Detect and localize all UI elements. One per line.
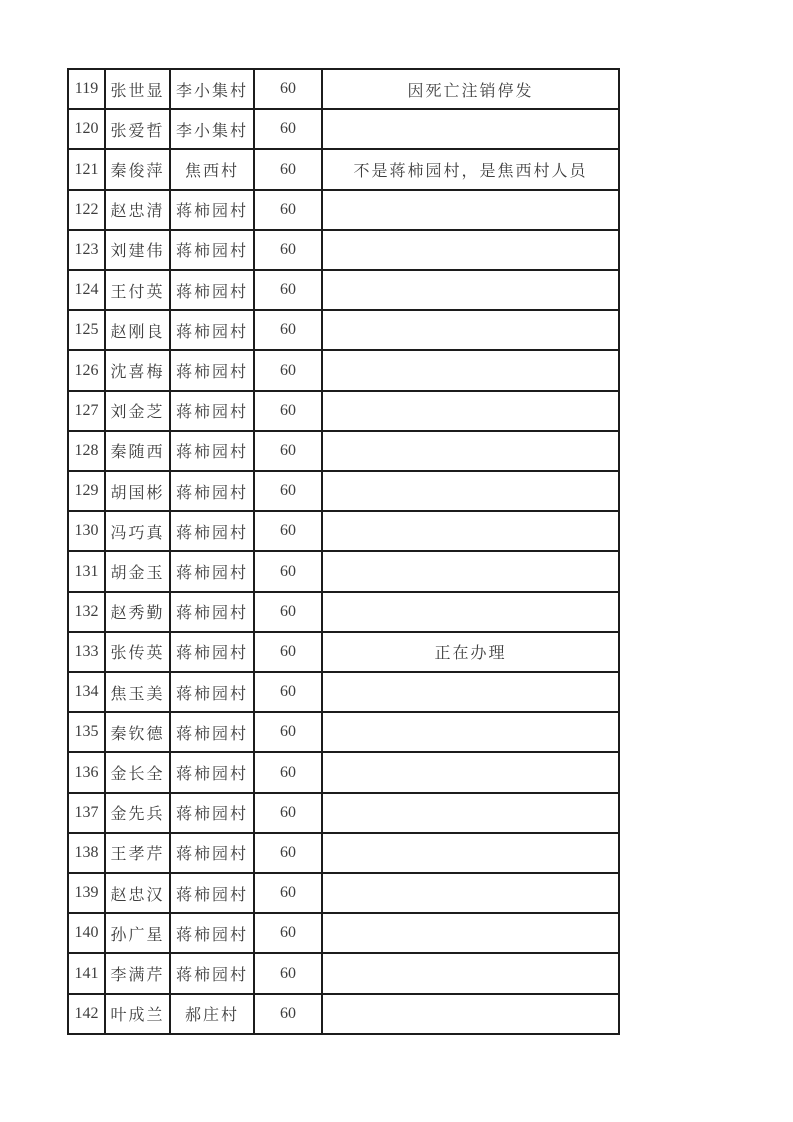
remark-cell (322, 270, 619, 310)
row-number-cell: 123 (68, 230, 105, 270)
remark-cell (322, 431, 619, 471)
name-cell: 王孝芹 (105, 833, 170, 873)
table-row (68, 270, 619, 310)
row-number-cell: 130 (68, 511, 105, 551)
name-cell: 赵忠汉 (105, 873, 170, 913)
remark-cell (322, 391, 619, 431)
name-cell: 金先兵 (105, 793, 170, 833)
name-cell: 胡国彬 (105, 471, 170, 511)
amount-cell: 60 (254, 109, 322, 149)
name-cell: 孙广星 (105, 913, 170, 953)
remark-cell (322, 672, 619, 712)
remark-cell (322, 230, 619, 270)
row-number-cell: 138 (68, 833, 105, 873)
village-cell: 蒋柿园村 (170, 712, 254, 752)
table-row (68, 551, 619, 591)
table-row (68, 632, 619, 672)
table-row (68, 149, 619, 189)
remark-cell: 正在办理 (322, 632, 619, 672)
table-row (68, 712, 619, 752)
row-number-cell: 124 (68, 270, 105, 310)
remark-cell (322, 793, 619, 833)
table-row (68, 511, 619, 551)
row-number-cell: 142 (68, 994, 105, 1034)
remark-cell (322, 551, 619, 591)
row-number-cell: 134 (68, 672, 105, 712)
row-number-cell: 121 (68, 149, 105, 189)
remark-cell: 不是蒋柿园村，是焦西村人员 (322, 149, 619, 189)
amount-cell: 60 (254, 511, 322, 551)
name-cell: 赵忠清 (105, 190, 170, 230)
name-cell: 刘金芝 (105, 391, 170, 431)
remark-cell (322, 190, 619, 230)
remark-cell (322, 994, 619, 1034)
amount-cell: 60 (254, 833, 322, 873)
name-cell: 秦随西 (105, 431, 170, 471)
name-cell: 张传英 (105, 632, 170, 672)
village-cell: 蒋柿园村 (170, 551, 254, 591)
amount-cell: 60 (254, 752, 322, 792)
row-number-cell: 125 (68, 310, 105, 350)
amount-cell: 60 (254, 953, 322, 993)
village-cell: 蒋柿园村 (170, 230, 254, 270)
village-cell: 蒋柿园村 (170, 793, 254, 833)
row-number-cell: 119 (68, 69, 105, 109)
row-number-cell: 135 (68, 712, 105, 752)
table-row (68, 994, 619, 1034)
amount-cell: 60 (254, 551, 322, 591)
village-cell: 蒋柿园村 (170, 350, 254, 390)
remark-cell (322, 953, 619, 993)
name-cell: 李满芹 (105, 953, 170, 993)
amount-cell: 60 (254, 310, 322, 350)
row-number-cell: 137 (68, 793, 105, 833)
row-number-cell: 140 (68, 913, 105, 953)
row-number-cell: 127 (68, 391, 105, 431)
village-cell: 郝庄村 (170, 994, 254, 1034)
name-cell: 秦钦德 (105, 712, 170, 752)
table-row (68, 752, 619, 792)
village-cell: 李小集村 (170, 69, 254, 109)
remark-cell (322, 471, 619, 511)
amount-cell: 60 (254, 471, 322, 511)
name-cell: 秦俊萍 (105, 149, 170, 189)
village-cell: 蒋柿园村 (170, 511, 254, 551)
row-number-cell: 122 (68, 190, 105, 230)
name-cell: 沈喜梅 (105, 350, 170, 390)
table-row (68, 913, 619, 953)
amount-cell: 60 (254, 69, 322, 109)
row-number-cell: 132 (68, 592, 105, 632)
name-cell: 王付英 (105, 270, 170, 310)
village-cell: 蒋柿园村 (170, 833, 254, 873)
village-cell: 蒋柿园村 (170, 632, 254, 672)
table-row (68, 873, 619, 913)
amount-cell: 60 (254, 712, 322, 752)
amount-cell: 60 (254, 632, 322, 672)
name-cell: 张世显 (105, 69, 170, 109)
village-cell: 蒋柿园村 (170, 752, 254, 792)
amount-cell: 60 (254, 391, 322, 431)
remark-cell (322, 752, 619, 792)
table-row (68, 793, 619, 833)
row-number-cell: 120 (68, 109, 105, 149)
table-row (68, 471, 619, 511)
amount-cell: 60 (254, 149, 322, 189)
remark-cell (322, 712, 619, 752)
amount-cell: 60 (254, 230, 322, 270)
amount-cell: 60 (254, 431, 322, 471)
remark-cell: 因死亡注销停发 (322, 69, 619, 109)
table-row (68, 69, 619, 109)
name-cell: 赵秀勤 (105, 592, 170, 632)
name-cell: 冯巧真 (105, 511, 170, 551)
name-cell: 胡金玉 (105, 551, 170, 591)
remark-cell (322, 833, 619, 873)
row-number-cell: 128 (68, 431, 105, 471)
amount-cell: 60 (254, 350, 322, 390)
amount-cell: 60 (254, 190, 322, 230)
village-cell: 蒋柿园村 (170, 431, 254, 471)
row-number-cell: 139 (68, 873, 105, 913)
remark-cell (322, 873, 619, 913)
table-row (68, 310, 619, 350)
table-row (68, 109, 619, 149)
amount-cell: 60 (254, 672, 322, 712)
row-number-cell: 131 (68, 551, 105, 591)
village-cell: 焦西村 (170, 149, 254, 189)
amount-cell: 60 (254, 873, 322, 913)
name-cell: 金长全 (105, 752, 170, 792)
village-cell: 蒋柿园村 (170, 873, 254, 913)
table-row (68, 953, 619, 993)
name-cell: 刘建伟 (105, 230, 170, 270)
village-cell: 蒋柿园村 (170, 672, 254, 712)
row-number-cell: 136 (68, 752, 105, 792)
table-row (68, 592, 619, 632)
table-row (68, 672, 619, 712)
table-row (68, 833, 619, 873)
name-cell: 焦玉美 (105, 672, 170, 712)
remark-cell (322, 913, 619, 953)
village-cell: 蒋柿园村 (170, 592, 254, 632)
table-row (68, 350, 619, 390)
row-number-cell: 141 (68, 953, 105, 993)
village-cell: 蒋柿园村 (170, 270, 254, 310)
remark-cell (322, 310, 619, 350)
table-row (68, 391, 619, 431)
row-number-cell: 133 (68, 632, 105, 672)
table-row (68, 190, 619, 230)
village-cell: 蒋柿园村 (170, 953, 254, 993)
remark-cell (322, 592, 619, 632)
remark-cell (322, 109, 619, 149)
village-cell: 蒋柿园村 (170, 190, 254, 230)
roster-table (67, 68, 620, 1035)
roster-table-body (68, 69, 619, 1034)
row-number-cell: 129 (68, 471, 105, 511)
amount-cell: 60 (254, 994, 322, 1034)
row-number-cell: 126 (68, 350, 105, 390)
village-cell: 李小集村 (170, 109, 254, 149)
village-cell: 蒋柿园村 (170, 471, 254, 511)
name-cell: 赵刚良 (105, 310, 170, 350)
table-row (68, 230, 619, 270)
amount-cell: 60 (254, 270, 322, 310)
remark-cell (322, 350, 619, 390)
amount-cell: 60 (254, 913, 322, 953)
village-cell: 蒋柿园村 (170, 310, 254, 350)
table-row (68, 431, 619, 471)
amount-cell: 60 (254, 592, 322, 632)
village-cell: 蒋柿园村 (170, 913, 254, 953)
remark-cell (322, 511, 619, 551)
village-cell: 蒋柿园村 (170, 391, 254, 431)
amount-cell: 60 (254, 793, 322, 833)
name-cell: 张爱哲 (105, 109, 170, 149)
name-cell: 叶成兰 (105, 994, 170, 1034)
